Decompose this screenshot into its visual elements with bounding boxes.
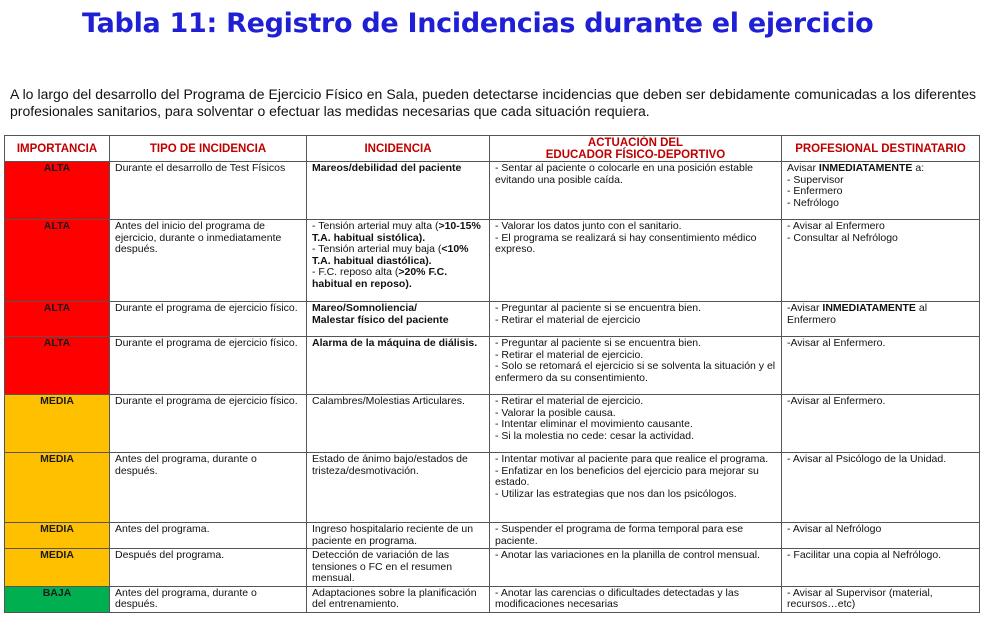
importance-cell: MEDIA [5, 395, 110, 453]
profesional-list-item: - Supervisor [787, 173, 844, 186]
incidencia-emphasis: >20% F.C. habitual en reposo). [312, 266, 448, 290]
incidencia-cell: Detección de variación de las tensiones o FC en el resumen mensual. [307, 549, 490, 587]
profesional-text: al Enfermero [787, 302, 928, 326]
header-tipo: TIPO DE INCIDENCIA [110, 136, 307, 162]
profesional-emphasis: INMEDIATAMENTE [822, 302, 916, 314]
actuacion-line: - Preguntar al paciente si se encuentra bien. [495, 337, 702, 349]
actuacion-line: - Si la molestia no cede: cesar la actividad. [495, 429, 695, 442]
profesional-list-item: - Nefrólogo [787, 196, 839, 209]
tipo-cell: Antes del programa. [110, 523, 307, 549]
incidencia-line [312, 244, 484, 267]
profesional-list-item: - Consultar al Nefrólogo [787, 231, 898, 244]
importance-cell: BAJA [5, 586, 110, 612]
header-actuacion [490, 136, 782, 162]
table-row [5, 337, 980, 395]
profesional-cell: -Avisar al Enfermero. [782, 395, 980, 453]
importance-cell: MEDIA [5, 523, 110, 549]
tipo-cell: Antes del programa, durante o después. [110, 453, 307, 523]
incidencia-emphasis: >10-15% T.A. habitual sistólica). [312, 220, 481, 244]
incidencia-text: - Tensión arterial muy baja ( [312, 243, 442, 255]
actuacion-line: - Retirar el material de ejercicio. [495, 395, 644, 407]
table-row [5, 162, 980, 220]
profesional-cell: - Facilitar una copia al Nefrólogo. [782, 549, 980, 587]
profesional-list-item: - Avisar al Enfermero [787, 220, 885, 232]
tipo-cell: Durante el programa de ejercicio físico. [110, 337, 307, 395]
table-row [5, 523, 980, 549]
actuacion-line: - Preguntar al paciente si se encuentra bien. [495, 302, 702, 314]
actuacion-line: - Valorar la posible causa. [495, 406, 616, 419]
table-row [5, 549, 980, 587]
profesional-line [787, 163, 974, 175]
incidencia-cell: Adaptaciones sobre la planificación del entrenamiento. [307, 586, 490, 612]
actuacion-cell: - Anotar las carencias o dificultades detectadas y las modificaciones necesarias [490, 586, 782, 612]
importance-cell: ALTA [5, 220, 110, 302]
tipo-cell: Después del programa. [110, 549, 307, 587]
actuacion-line: - Sentar al paciente o colocarle en una posición estable evitando una posible caída. [495, 162, 753, 186]
incidencia-cell: Calambres/Molestias Articulares. [307, 395, 490, 453]
actuacion-cell [490, 337, 782, 395]
actuacion-line: - Intentar motivar al paciente para que realice el programa. [495, 453, 769, 465]
actuacion-cell: - Suspender el programa de forma temporal para ese paciente. [490, 523, 782, 549]
table-row [5, 302, 980, 337]
incidencia-text: - F.C. reposo alta ( [312, 266, 399, 278]
profesional-list-item: - Enfermero [787, 185, 843, 197]
incidencia-cell [307, 302, 490, 337]
header-importancia: IMPORTANCIA [5, 136, 110, 162]
incidencia-cell: Ingreso hospitalario reciente de un paciente en programa. [307, 523, 490, 549]
profesional-cell [782, 162, 980, 220]
actuacion-line: - El programa se realizará si hay consentimiento médico expreso. [495, 231, 757, 255]
incidencia-emphasis: <10% T.A. habitual diastólica). [312, 243, 469, 267]
profesional-text: -Avisar [787, 302, 823, 314]
tipo-cell: Durante el desarrollo de Test Físicos [110, 162, 307, 220]
profesional-emphasis: INMEDIATAMENTE [818, 162, 913, 174]
incidencia-cell: Alarma de la máquina de diálisis. [307, 337, 490, 395]
intro-paragraph: A lo largo del desarrollo del Programa de Ejercicio Físico en Sala, pueden detectarse incidencias que deben ser debidamente comunicadas a los diferentes profesionales sanitarios, para solventar o efectuar las medidas necesarias que cada situación requiera. [10, 86, 976, 119]
actuacion-line: - Utilizar las estrategias que nos dan los psicólogos. [495, 487, 737, 500]
actuacion-cell: - Anotar las variaciones en la planilla de control mensual. [490, 549, 782, 587]
incidencia-line [312, 221, 484, 244]
incidencia-cell: Mareos/debilidad del paciente [307, 162, 490, 220]
incidencia-text: - Tensión arterial muy alta ( [312, 220, 439, 232]
actuacion-line: - Valorar los datos junto con el sanitario. [495, 220, 682, 232]
table-row [5, 220, 980, 302]
actuacion-cell [490, 395, 782, 453]
incidencia-line [312, 267, 484, 290]
page-title: Tabla 11: Registro de Incidencias durante el ejercicio [82, 8, 874, 39]
profesional-cell [782, 220, 980, 302]
tipo-cell: Durante el programa de ejercicio físico. [110, 395, 307, 453]
importance-cell: ALTA [5, 302, 110, 337]
profesional-cell: - Avisar al Supervisor (material, recursos…etc) [782, 586, 980, 612]
actuacion-line: - Solo se retomará el ejercicio si se solventa la situación y el enfermero da su consentimiento. [495, 360, 776, 384]
profesional-cell [782, 302, 980, 337]
actuacion-line: - Intentar eliminar el movimiento causante. [495, 418, 693, 430]
table-row [5, 453, 980, 523]
actuacion-cell [490, 220, 782, 302]
importance-cell: ALTA [5, 337, 110, 395]
tipo-cell: Antes del programa, durante o después. [110, 586, 307, 612]
actuacion-cell [490, 302, 782, 337]
profesional-text: a: [912, 162, 925, 174]
header-actuacion-line2: EDUCADOR FÍSICO-DEPORTIVO [545, 148, 726, 161]
actuacion-line: - Retirar el material de ejercicio [495, 313, 641, 326]
header-incidencia: INCIDENCIA [307, 136, 490, 162]
profesional-text: Avisar [787, 162, 819, 174]
actuacion-line: - Retirar el material de ejercicio. [495, 348, 644, 361]
header-actuacion-line1: ACTUACIÓN DEL [587, 136, 684, 149]
importance-cell: MEDIA [5, 549, 110, 587]
incidencia-cell [307, 220, 490, 302]
header-profesional: PROFESIONAL DESTINATARIO [782, 136, 980, 162]
incidents-table [4, 135, 980, 613]
incidencia-line: Mareo/Somnoliencia/ [312, 302, 418, 314]
table-row [5, 395, 980, 453]
table-header-row [5, 136, 980, 162]
actuacion-line: - Enfatizar en los beneficios del ejercicio para mejorar su estado. [495, 464, 759, 488]
actuacion-cell [490, 162, 782, 220]
profesional-cell: - Avisar al Nefrólogo [782, 523, 980, 549]
tipo-cell: Antes del inicio del programa de ejercicio, durante o inmediatamente después. [110, 220, 307, 302]
incidencia-line: Malestar físico del paciente [312, 313, 449, 326]
tipo-cell: Durante el programa de ejercicio físico. [110, 302, 307, 337]
table-row [5, 586, 980, 612]
profesional-cell: -Avisar al Enfermero. [782, 337, 980, 395]
incidencia-cell: Estado de ánimo bajo/estados de tristeza/desmotivación. [307, 453, 490, 523]
actuacion-cell [490, 453, 782, 523]
importance-cell: MEDIA [5, 453, 110, 523]
importance-cell: ALTA [5, 162, 110, 220]
profesional-cell: - Avisar al Psicólogo de la Unidad. [782, 453, 980, 523]
